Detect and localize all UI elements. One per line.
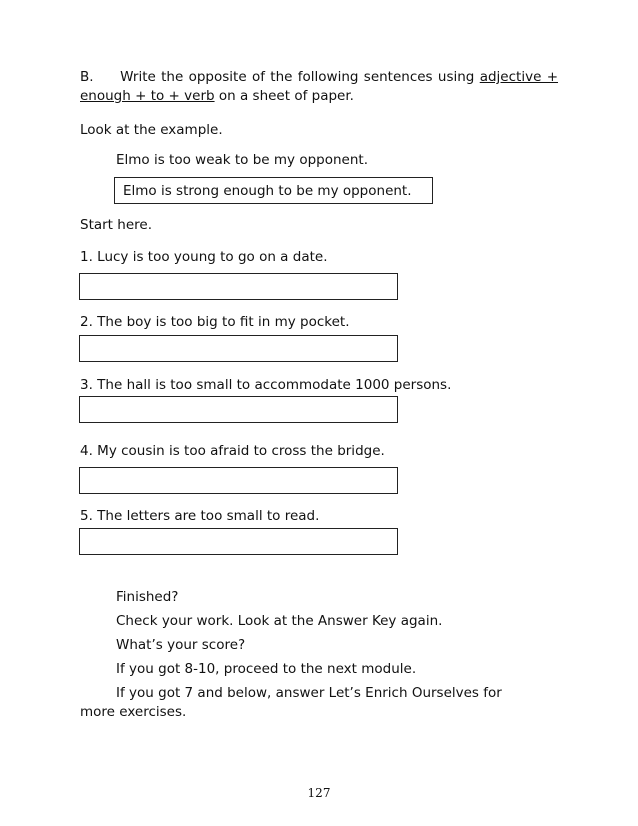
- item-3-answer-box[interactable]: [79, 396, 398, 423]
- instruction-underlined-1: adjective +: [479, 69, 559, 85]
- item-5-sentence: 5. The letters are too small to read.: [80, 508, 320, 524]
- closing-finished: Finished?: [116, 589, 179, 605]
- item-2-answer-box[interactable]: [79, 335, 398, 362]
- item-4-sentence: 4. My cousin is too afraid to cross the bridge.: [80, 443, 385, 459]
- item-1-answer-box[interactable]: [79, 273, 398, 300]
- item-3-sentence: 3. The hall is too small to accommodate 1000 persons.: [80, 377, 452, 393]
- example-intro: Look at the example.: [80, 122, 223, 138]
- start-label: Start here.: [80, 217, 152, 233]
- item-5-answer-box[interactable]: [79, 528, 398, 555]
- instruction-underlined-2: enough + to + verb: [80, 88, 215, 104]
- item-1-sentence: 1. Lucy is too young to go on a date.: [80, 249, 328, 265]
- example-answer: Elmo is strong enough to be my opponent.: [123, 183, 412, 199]
- closing-score: What’s your score?: [116, 637, 246, 653]
- section-letter: B.: [80, 69, 94, 85]
- instruction-text-end: on a sheet of paper.: [218, 88, 354, 104]
- page-number: 127: [307, 786, 331, 800]
- closing-if-low: If you got 7 and below, answer Let’s Enrich Ourselves for more exercises.: [80, 685, 502, 720]
- item-4-answer-box[interactable]: [79, 467, 398, 494]
- instruction-paragraph: [80, 68, 558, 106]
- item-2-sentence: 2. The boy is too big to fit in my pocket.: [80, 314, 350, 330]
- example-answer-box: [114, 177, 433, 204]
- example-sentence: Elmo is too weak to be my opponent.: [116, 152, 368, 168]
- closing-if-high: If you got 8-10, proceed to the next module.: [116, 661, 417, 677]
- closing-check: Check your work. Look at the Answer Key again.: [116, 613, 443, 629]
- instruction-text: Write the opposite of the following sentences using: [120, 69, 475, 85]
